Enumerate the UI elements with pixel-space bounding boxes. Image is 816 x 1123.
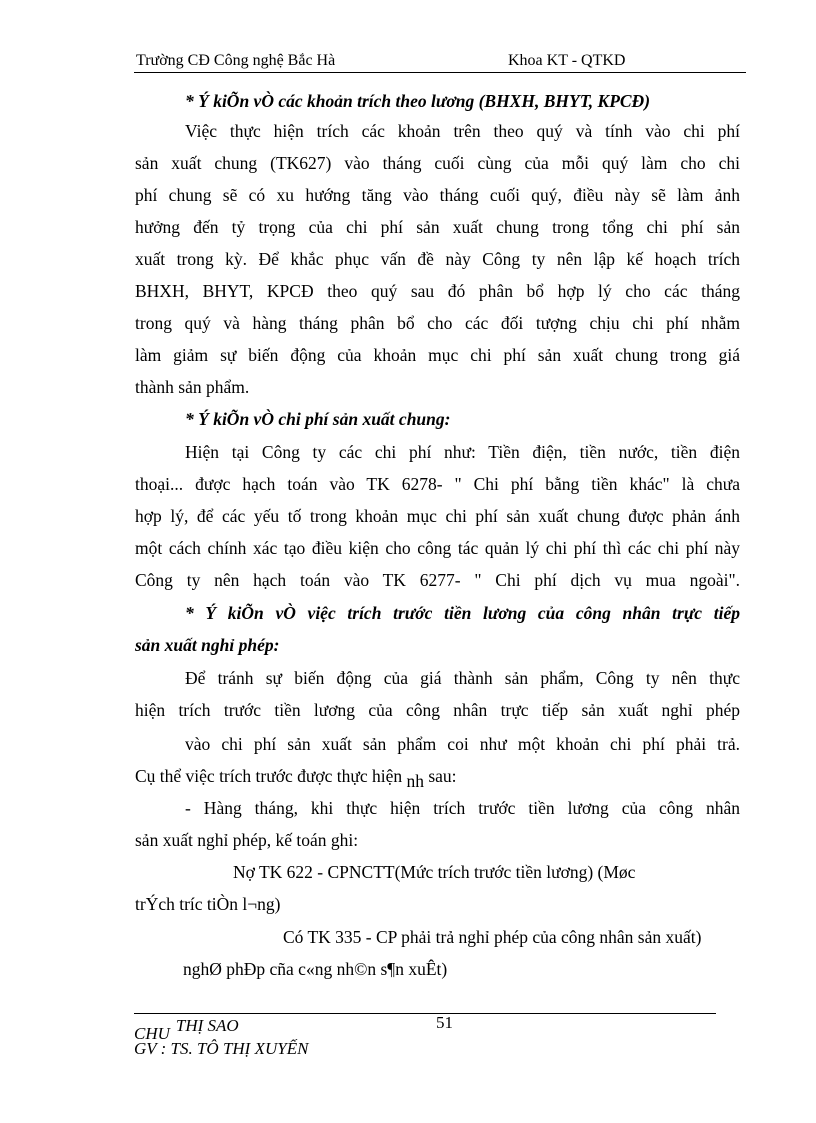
footer-advisor: GV : TS. TÔ THỊ XUYẾN: [134, 1039, 309, 1058]
paragraph-line: sản xuất nghỉ phép, kế toán ghi:: [135, 830, 359, 850]
header-faculty: Khoa KT - QTKD: [508, 52, 626, 69]
heading-insurance: * Ý kiÕn vÒ các khoản trích theo lương (BHXH, BHYT, KPCĐ): [185, 91, 651, 111]
paragraph-line: phí chung sẽ có xu hướng tăng vào tháng cuối quý, điều này sẽ làm ảnh: [135, 185, 740, 205]
student-name: THỊ SAO: [175, 1016, 239, 1035]
student-prefix: CHU: [134, 1024, 170, 1043]
paragraph-line: Việc thực hiện trích các khoản trên theo quý và tính vào chi phí: [185, 121, 740, 141]
heading-general-cost: * Ý kiÕn vÒ chi phí sản xuất chung:: [185, 409, 451, 429]
paragraph-line: Công ty nên hạch toán vào TK 6277- " Chi phí dịch vụ mua ngoài".: [135, 570, 740, 590]
paragraph-line: sản xuất chung (TK627) vào tháng cuối cùng của mỗi quý làm cho chi: [135, 153, 740, 173]
paragraph-line: hưởng đến tỷ trọng của chi phí sản xuất chung trong tổng chi phí sản: [135, 217, 740, 237]
paragraph-line: trong quý và hàng tháng phân bổ cho các đối tượng chịu chi phí nhằm: [135, 313, 740, 333]
paragraph-line: xuất trong kỳ. Để khắc phục vấn đề này Công ty nên lập kế hoạch trích: [135, 249, 740, 269]
paragraph-line: một cách chính xác tạo điều kiện cho công tác quản lý chi phí thì các chi phí này: [135, 538, 740, 558]
heading-leave-wages-cont: sản xuất nghỉ phép:: [135, 635, 280, 655]
paragraph-line: - Hàng tháng, khi thực hiện trích trước tiền lương của công nhân: [185, 798, 740, 818]
paragraph-text: nh: [406, 771, 424, 791]
page-number: 51: [436, 1013, 453, 1032]
paragraph-line: hiện trích trước tiền lương của công nhân trực tiếp sản xuất nghỉ phép: [135, 700, 740, 720]
paragraph-text: sau:: [428, 766, 457, 786]
header-school: Trường CĐ Công nghệ Bắc Hà: [136, 52, 336, 69]
credit-entry: Có TK 335 - CP phải trả nghỉ phép của công nhân sản xuất): [283, 927, 702, 947]
paragraph-line: BHXH, BHYT, KPCĐ theo quý sau đó phân bổ hợp lý cho các tháng: [135, 281, 740, 301]
paragraph-line: làm giảm sự biến động của khoản mục chi phí sản xuất chung trong giá: [135, 345, 740, 365]
paragraph-line: Hiện tại Công ty các chi phí như: Tiền điện, tiền nước, tiền điện: [185, 442, 740, 462]
footer-rule: [134, 1013, 716, 1014]
paragraph-text: Cụ thể việc trích trước được thực hiện: [135, 766, 403, 786]
debit-entry-cont: trÝch tríc tiÒn l¬ng): [135, 894, 281, 914]
credit-entry-cont: nghØ phÐp cña c«ng nh©n s¶n xuÊt): [183, 959, 448, 979]
paragraph-line: thoại... được hạch toán vào TK 6278- " Chi phí bằng tiền khác" là chưa: [135, 474, 740, 494]
paragraph-line: Để tránh sự biến động của giá thành sản phẩm, Công ty nên thực: [185, 668, 740, 688]
debit-entry: Nợ TK 622 - CPNCTT(Mức trích trước tiền lương) (Møc: [233, 862, 636, 882]
paragraph-line: thành sản phẩm.: [135, 377, 250, 397]
heading-leave-wages: * Ý kiÕn vÒ việc trích trước tiền lương của công nhân trực tiếp: [185, 603, 740, 623]
paragraph-line: vào chi phí sản xuất sản phẩm coi như một khoản chi phí phải trả.: [185, 734, 740, 754]
paragraph-line: hợp lý, để các yếu tố trong khoản mục chi phí sản xuất chung được phản ánh: [135, 506, 740, 526]
page-header: [134, 50, 746, 73]
paragraph-line: [135, 765, 740, 791]
